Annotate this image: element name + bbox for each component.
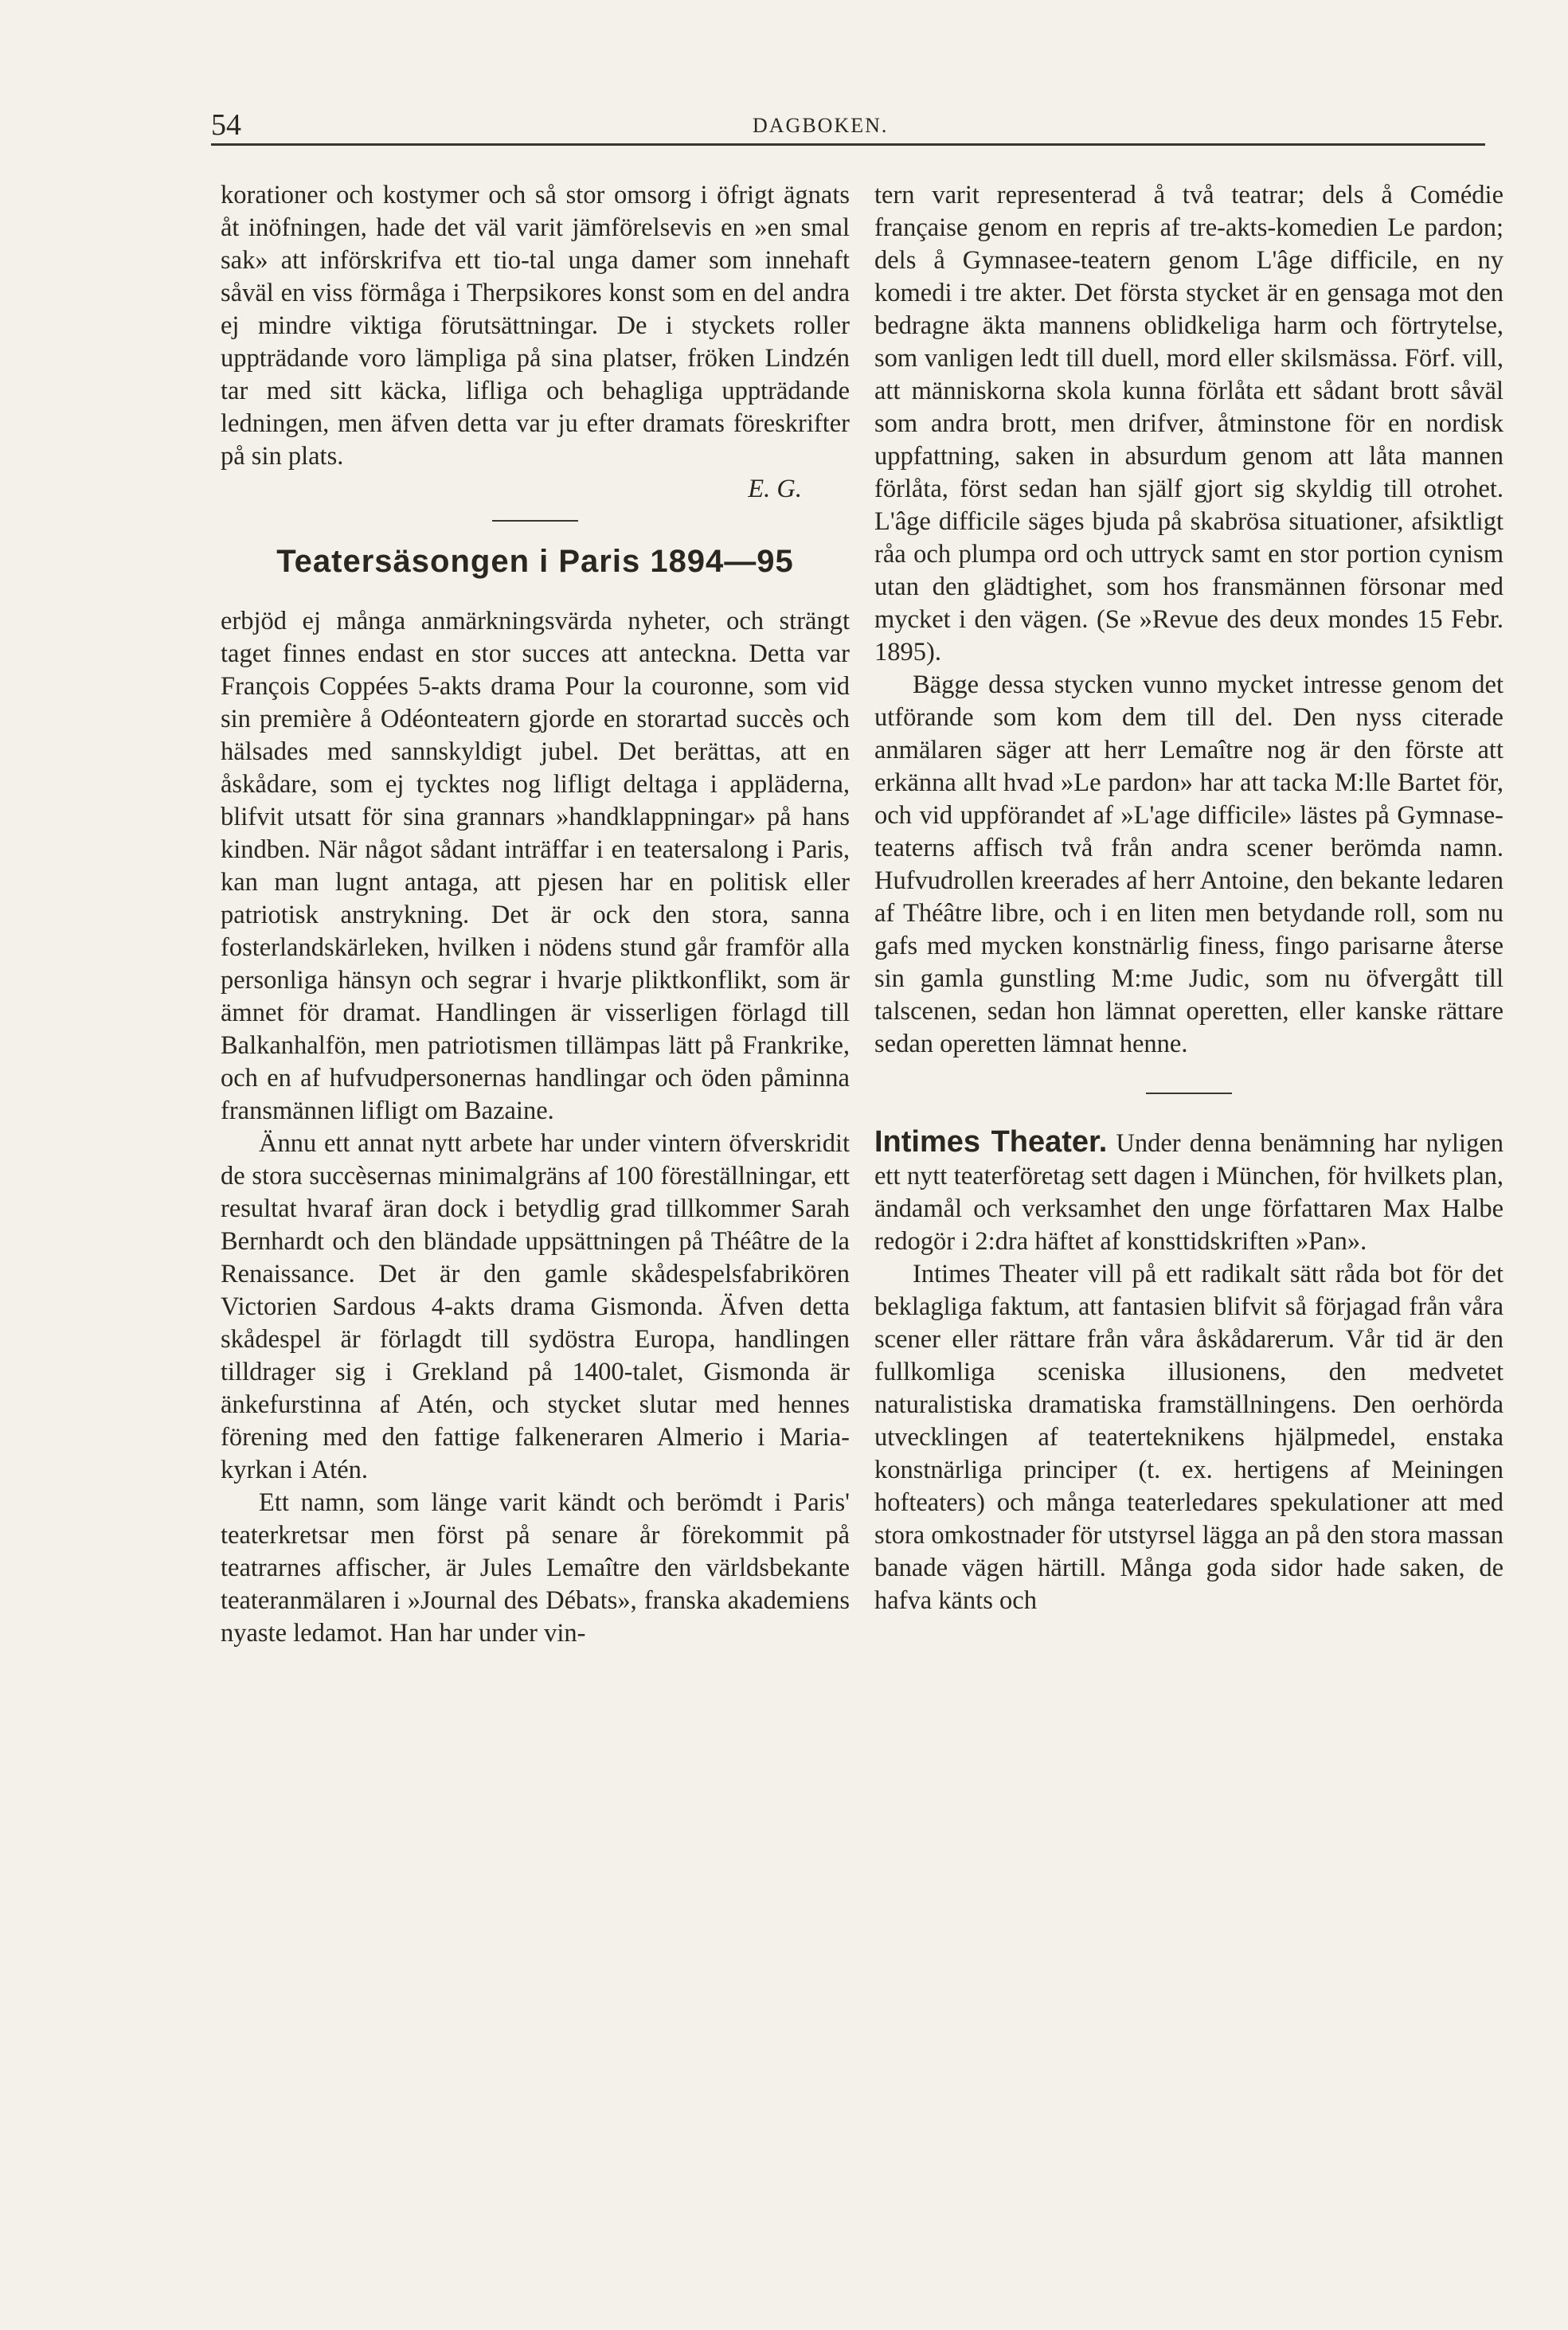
paragraph: Ännu ett annat nytt arbete har under vintern öfverskridit de stora succèsernas minimalgräns af 100 föreställningar, ett resultat hvaraf äran dock i betydlig grad tillkommer Sarah Bernhardt och den bländade uppsättningen på Théâtre de la Renaissance. Det är den gamle skådespelsfabrikören Victorien Sardous 4-akts drama Gismonda. Äfven detta skådespel är förlagdt till sydöstra Europa, handlingen tilldrager sig i Grekland på 1400-talet, Gismonda är änkefurstinna af Atén, och stycket slutar med hennes förening med den fattige falkeneraren Almerio i Maria-kyrkan i Atén.: [221, 1129, 850, 1484]
page-header: [211, 108, 1485, 147]
right-column: [874, 179, 1503, 1617]
paragraph: [874, 1126, 1503, 1258]
separator-rule: [1146, 1093, 1232, 1094]
section-title: Intimes Theater.: [874, 1125, 1108, 1159]
paragraph-text: Under denna benämning har nyligen ett nytt teaterföretag sett dagen i München, för hvilkets plan, ändamål och verksamhet den unge författaren Max Halbe redogör i 2:dra häftet af konsttidskriften »Pan».: [874, 1129, 1504, 1256]
left-column: [221, 179, 850, 1650]
section-title: Teatersäsongen i Paris 1894—95: [276, 544, 794, 579]
paragraph: erbjöd ej många anmärkningsvärda nyheter, och strängt taget finnes endast en stor succes att anteckna. Detta var François Coppées 5-akts drama Pour la couronne, som vid sin première å Odéonteatern gjorde en storartad succès och hälsades med sannskyldigt jubel. Det berättas, att en åskådare, som ej tycktes nog lifligt deltaga i appläderna, blifvit utsatt för sina grannars »handklappningar» på hans kindben. När något sådant inträffar i en teatersalong i Paris, kan man lugnt antaga, att pjesen har en politisk eller patriotisk anstrykning. Det är ock den stora, sanna fosterlandskärleken, hvilken i nödens stund går framför alla personliga hänsyn och segrar i hvarje pliktkonflikt, som är ämnet för dramat. Handlingen är visserligen förlagd till Balkanhalfön, men patriotismen tillämpas lätt på Frankrike, och en af hufvudpersonernas handlingar och öden påminna fransmännen lifligt om Bazaine.: [221, 607, 850, 1125]
separator-rule: [492, 520, 578, 522]
header-rule: [211, 143, 1485, 146]
paragraph: Intimes Theater vill på ett radikalt sätt råda bot för det beklagliga faktum, att fantasien blifvit så förjagad från våra scener eller rättare från våra åskådarerum. Vår tid är den fullkomliga sceniska illusionens, den medvetet naturalistiska dramatiska framställningens. Den oerhörda utvecklingen af teaterteknikens hjälpmedel, enstaka konstnärliga principer (t. ex. hertigens af Meiningen hofteaters) och många teaterledares spekulationer att med stora omkostnader för utstyrsel lägga an på den stora massan banade vägen härtill. Många goda sidor hade saken, de hafva känts och: [874, 1260, 1503, 1615]
paragraph: tern varit representerad å två teatrar; dels å Comédie française genom en repris af tre-akts-komedien Le pardon; dels å Gymnasee-teatern genom L'âge difficile, en ny komedi i tre akter. Det första stycket är en gensaga mot den bedragne äkta mannens oblidkeliga harm och förtrytelse, som vanligen ledt till duell, mord eller skilsmässa. Förf. vill, att människorna skola kunna förlåta ett sådant brott såväl som andra brott, men drifver, åtminstone för en nordisk uppfattning, saken in absurdum genom att låta mannen förlåta, först sedan han själf gjort sig skyldig till otrohet. L'âge difficile säges bjuda på skabrösa situationer, afsiktligt råa och plumpa ord och uttryck samt en stor portion cynism utan den glädtighet, som hos fransmännen försonar med mycket i den vägen. (Se »Revue des deux mondes 15 Febr. 1895).: [874, 181, 1503, 667]
signature: E. G.: [748, 475, 802, 503]
paragraph: korationer och kostymer och så stor omsorg i öfrigt ägnats åt inöfningen, hade det väl varit jämförelsevis en »en smal sak» att införskrifva ett tio-tal unga damer som innehaft såväl en viss förmåga i Therpsikores konst som en del andra ej mindre viktiga förutsättningar. De i styckets roller uppträdande voro lämpliga på sina platser, fröken Lindzén tar med sitt käcka, lifliga och behagliga uppträdande ledningen, men äfven detta var ju efter dramats föreskrifter på sin plats.: [221, 181, 850, 471]
paragraph: Ett namn, som länge varit kändt och berömdt i Paris' teaterkretsar men först på senare år förekommit på teatrarnes affischer, är Jules Lemaître den världsbekante teateranmälaren i »Journal des Débats», franska akademiens nyaste ledamot. Han har under vin-: [221, 1488, 850, 1648]
paragraph: Bägge dessa stycken vunno mycket intresse genom det utförande som kom dem till del. Den nyss citerade anmälaren säger att herr Lemaître nog är den förste att erkänna allt hvad »Le pardon» har att tacka M:lle Bartet för, och vid uppförandet af »L'age difficile» lästes på Gymnase-teaterns affisch två från andra scener berömda namn. Hufvudrollen kreerades af herr Antoine, den bekante ledaren af Théâtre libre, och i en liten men betydande roll, som nu gafs med mycken konstnärlig finess, fingo parisarne återse sin gamla gunstling M:me Judic, som nu öfvergått till talscenen, sedan hon lämnat operetten, eller kanske rättare sedan operetten lämnat henne.: [874, 670, 1503, 1058]
page-number: 54: [211, 108, 241, 142]
running-title: DAGBOKEN.: [753, 114, 889, 137]
